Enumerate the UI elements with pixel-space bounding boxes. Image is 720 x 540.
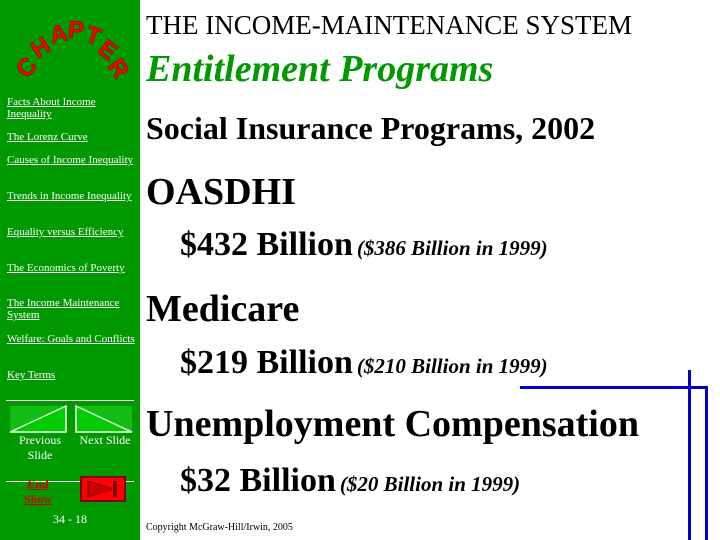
decorative-rule — [688, 370, 691, 540]
program-amount: $432 Billion — [180, 226, 353, 263]
nav-link-equality[interactable]: Equality versus Efficiency — [7, 226, 124, 238]
system-title: THE INCOME-MAINTENANCE SYSTEM — [146, 10, 632, 40]
program-amount: $32 Billion — [180, 462, 336, 499]
svg-text:R: R — [101, 53, 135, 84]
program-name-medicare: Medicare — [146, 288, 300, 330]
svg-text:P: P — [67, 16, 85, 45]
navigation-panel — [0, 0, 140, 540]
section-title: Entitlement Programs — [146, 48, 494, 90]
next-slide-button[interactable]: Next Slide — [79, 433, 131, 447]
chapter-logo — [10, 16, 135, 90]
program-name-oasdhi: OASDHI — [146, 171, 296, 213]
decorative-rule — [705, 386, 708, 540]
program-amount-row-unemployment — [180, 462, 520, 500]
program-amount-row-medicare — [180, 344, 548, 382]
svg-text:H: H — [26, 32, 56, 65]
copyright-notice: Copyright McGraw-Hill/Irwin, 2005 — [146, 522, 293, 533]
nav-link-key-terms[interactable]: Key Terms — [7, 369, 56, 381]
program-name-unemployment: Unemployment Compensation — [146, 403, 639, 445]
end-show-label[interactable]: End Show — [23, 477, 52, 506]
nav-link-causes[interactable]: Causes of Income Inequality — [7, 154, 134, 166]
end-show-button[interactable] — [80, 476, 126, 502]
end-show-icon — [82, 478, 124, 500]
svg-text:A: A — [47, 19, 71, 50]
nav-link-facts[interactable]: Facts About Income Inequality — [7, 96, 96, 120]
nav-link-economics[interactable]: The Economics of Poverty — [7, 262, 125, 274]
program-amount-row-oasdhi — [180, 226, 548, 264]
previous-slide-button[interactable]: Previous Slide — [19, 433, 61, 462]
previous-arrow-icon[interactable] — [8, 404, 68, 434]
program-amount: $219 Billion — [180, 344, 353, 381]
svg-text:C: C — [10, 52, 43, 84]
program-note: ($20 Billion in 1999) — [339, 472, 521, 496]
decorative-rule — [520, 386, 708, 389]
nav-link-lorenz[interactable]: The Lorenz Curve — [7, 131, 88, 143]
slide-subtitle: Social Insurance Programs, 2002 — [146, 110, 596, 146]
nav-link-maintenance[interactable]: The Income Maintenance System — [7, 297, 120, 321]
nav-link-trends[interactable]: Trends in Income Inequality — [7, 190, 132, 202]
page-number: 34 - 18 — [53, 512, 87, 526]
svg-text:E: E — [93, 34, 123, 66]
program-note: ($386 Billion in 1999) — [356, 236, 548, 260]
nav-link-welfare[interactable]: Welfare: Goals and Conflicts — [7, 333, 135, 345]
svg-text:T: T — [81, 21, 105, 52]
next-arrow-icon[interactable] — [74, 404, 134, 434]
program-note: ($210 Billion in 1999) — [356, 354, 548, 378]
